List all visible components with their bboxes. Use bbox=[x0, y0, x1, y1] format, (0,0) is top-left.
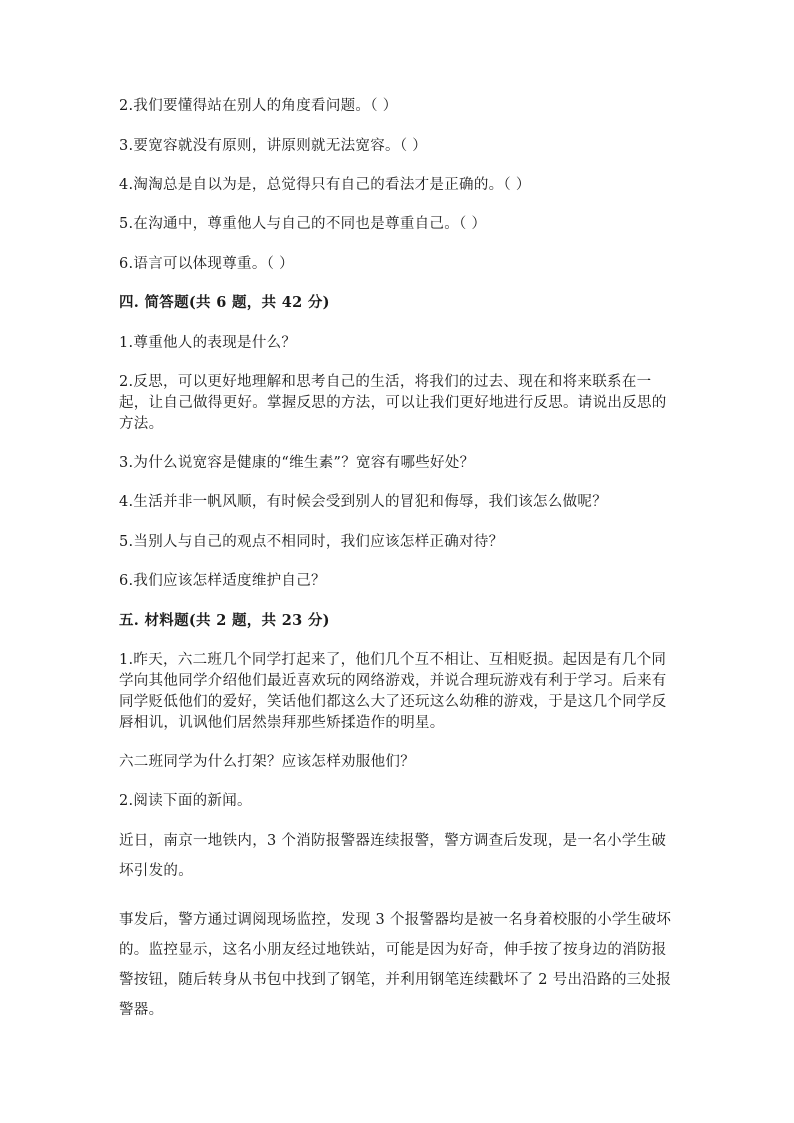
tf-item-4: 4.淘淘总是自以为是，总觉得只有自己的看法才是正确的。（ ） bbox=[119, 177, 531, 193]
tf-item-2: 2.我们要懂得站在别人的角度看问题。（ ） bbox=[119, 98, 398, 114]
tf-item-5: 5.在沟通中，尊重他人与自己的不同也是尊重自己。（ ） bbox=[119, 216, 487, 232]
material-q2-intro: 2.阅读下面的新闻。 bbox=[119, 793, 252, 809]
tf-item-3: 3.要宽容就没有原则，讲原则就无法宽容。（ ） bbox=[119, 138, 428, 154]
short-answer-q4: 4.生活并非一帆风顺，有时候会受到别人的冒犯和侮辱，我们该怎么做呢？ bbox=[119, 494, 608, 510]
material-q1-text: 1.昨天，六二班几个同学打起来了，他们几个互不相让、互相贬损。起因是有几个同学向其他同学介绍他们最近喜欢玩的网络游戏，并说合理玩游戏有利于学习。后来有同学贬低他们的爱好，笑话他们都这么大了还玩这么幼稚的游戏，于是这几个同学反唇相讥，讥讽他们居然崇拜那些矫揉造作的明星。 bbox=[119, 652, 667, 731]
short-answer-q5: 5.当别人与自己的观点不相同时，我们应该怎样正确对待？ bbox=[119, 534, 504, 550]
material-q1-question: 六二班同学为什么打架？应该怎样劝服他们？ bbox=[119, 754, 415, 770]
material-q2-news-paragraph-1: 近日，南京一地铁内，3 个消防报警器连续报警，警方调查后发现，是一名小学生破坏引发的。 bbox=[119, 833, 667, 879]
short-answer-q2: 2.反思，可以更好地理解和思考自己的生活，将我们的过去、现在和将来联系在一起，让自己做得更好。掌握反思的方法，可以让我们更好地进行反思。请说出反思的方法。 bbox=[119, 374, 667, 432]
section-5-title: 五. 材料题(共 2 题，共 23 分) bbox=[119, 612, 330, 629]
short-answer-q6: 6.我们应该怎样适度维护自己？ bbox=[119, 573, 326, 589]
short-answer-q3: 3.为什么说宽容是健康的“维生素”？宽容有哪些好处？ bbox=[119, 455, 475, 471]
section-4-title: 四. 简答题(共 6 题，共 42 分) bbox=[119, 294, 330, 311]
tf-item-6: 6.语言可以体现尊重。（ ） bbox=[119, 256, 294, 272]
short-answer-q1: 1.尊重他人的表现是什么？ bbox=[119, 335, 297, 351]
material-q2-news-paragraph-2: 事发后，警方通过调阅现场监控，发现 3 个报警器均是被一名身着校服的小学生破坏的。监控显示，这名小朋友经过地铁站，可能是因为好奇，伸手按了按身边的消防报警按钮，随后转身从书包中找到了钢笔，并利用钢笔连续戳坏了 2 号出沿路的三处报警器。 bbox=[119, 912, 672, 1018]
